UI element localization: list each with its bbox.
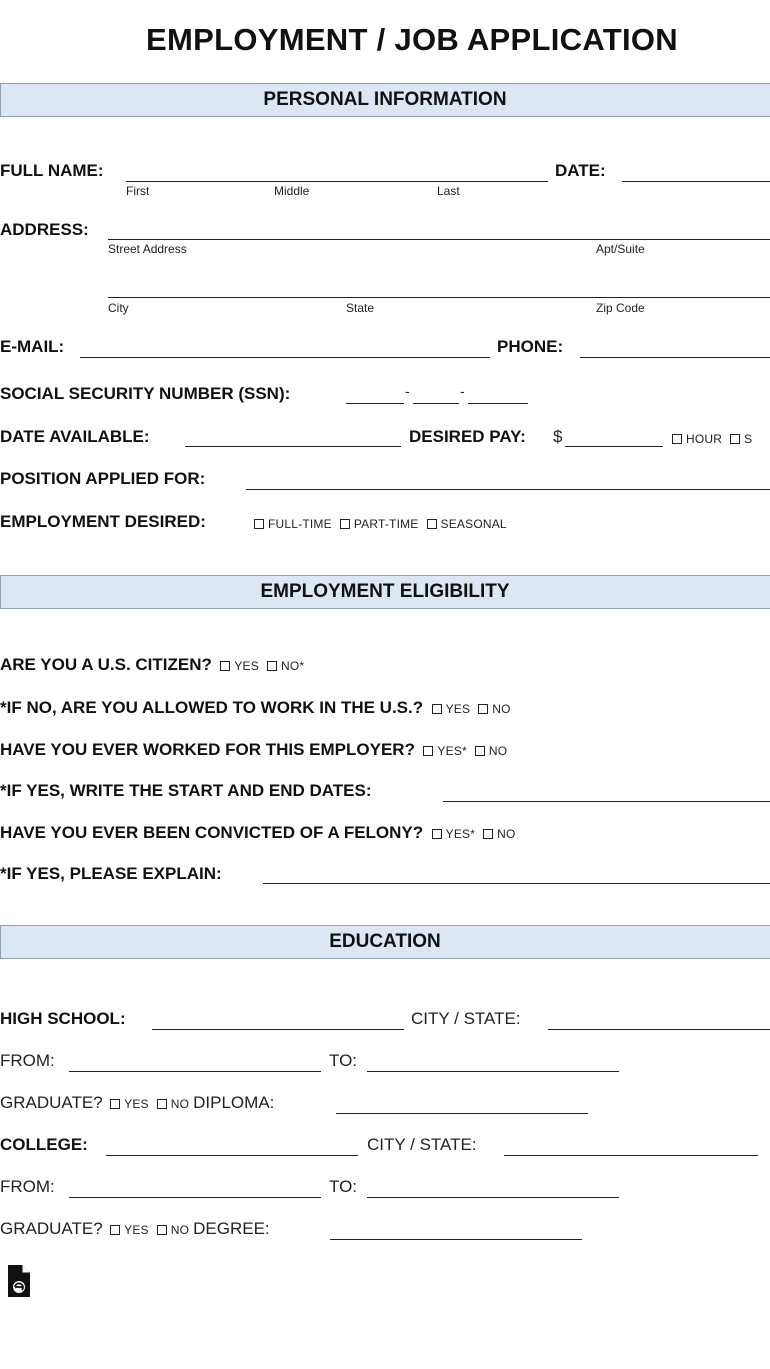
section-title: EMPLOYMENT ELIGIBILITY	[260, 581, 510, 602]
felony-yes-checkbox[interactable]	[432, 829, 442, 839]
apt-hint: Apt/Suite	[596, 242, 645, 256]
seasonal-label: SEASONAL	[440, 517, 507, 531]
date-field[interactable]	[622, 181, 770, 182]
felony-row	[0, 823, 524, 843]
college-city-state-field[interactable]	[504, 1155, 758, 1156]
dollar-sign: $	[553, 427, 563, 446]
street-hint: Street Address	[108, 242, 187, 256]
zip-hint: Zip Code	[596, 301, 645, 315]
email-label: E-MAIL:	[0, 337, 65, 356]
yes-label: YES*	[445, 827, 476, 841]
full-time-checkbox[interactable]	[254, 519, 264, 529]
allowed-question: *IF NO, ARE YOU ALLOWED TO WORK IN THE U.S.?	[0, 698, 424, 717]
hs-graduate-yes-checkbox[interactable]	[110, 1099, 120, 1109]
position-field[interactable]	[246, 489, 770, 490]
date-label: DATE:	[555, 161, 606, 180]
yes-label: YES	[124, 1223, 149, 1237]
salary-checkbox[interactable]	[730, 434, 740, 444]
felony-no-checkbox[interactable]	[483, 829, 493, 839]
yes-label: YES	[234, 659, 259, 673]
position-label: POSITION APPLIED FOR:	[0, 469, 206, 488]
citizen-yes-checkbox[interactable]	[220, 661, 230, 671]
high-school-field[interactable]	[152, 1029, 404, 1030]
explain-question: *IF YES, PLEASE EXPLAIN:	[0, 864, 222, 883]
section-title: PERSONAL INFORMATION	[263, 89, 507, 110]
worked-yes-checkbox[interactable]	[423, 746, 433, 756]
college-graduate-yes-checkbox[interactable]	[110, 1225, 120, 1235]
date-available-field[interactable]	[185, 446, 401, 447]
hs-graduate-label: GRADUATE?	[0, 1093, 103, 1112]
first-hint: First	[126, 184, 150, 198]
no-label: NO	[492, 702, 511, 716]
ssn-dash-2: -	[460, 383, 465, 399]
college-city-state-label: CITY / STATE:	[367, 1135, 477, 1154]
hs-graduate-no-checkbox[interactable]	[157, 1099, 167, 1109]
college-to-label: TO:	[329, 1177, 358, 1196]
hour-option-label: HOUR	[686, 432, 723, 446]
street-address-field[interactable]	[108, 239, 770, 240]
ssn-part2-field[interactable]	[413, 403, 459, 404]
diploma-label: DIPLOMA:	[193, 1093, 275, 1112]
felony-explain-field[interactable]	[263, 883, 770, 884]
diploma-field[interactable]	[336, 1113, 588, 1114]
page-title: EMPLOYMENT / JOB APPLICATION	[146, 22, 678, 57]
yes-label: YES	[124, 1097, 149, 1111]
no-label: NO	[170, 1097, 190, 1111]
section-title: EDUCATION	[329, 931, 441, 952]
college-from-label: FROM:	[0, 1177, 55, 1196]
full-time-label: FULL-TIME	[268, 517, 332, 531]
allowed-no-checkbox[interactable]	[478, 704, 488, 714]
section-header-eligibility	[0, 575, 770, 609]
hs-city-state-field[interactable]	[548, 1029, 770, 1030]
yes-label: YES*	[437, 744, 467, 758]
middle-hint: Middle	[274, 184, 310, 198]
high-school-label: HIGH SCHOOL:	[0, 1009, 126, 1028]
worked-question: HAVE YOU EVER WORKED FOR THIS EMPLOYER?	[0, 740, 415, 759]
section-header-personal	[0, 83, 770, 117]
phone-label: PHONE:	[497, 337, 564, 356]
college-graduate-no-checkbox[interactable]	[157, 1225, 167, 1235]
hs-to-field[interactable]	[367, 1071, 619, 1072]
hs-from-label: FROM:	[0, 1051, 55, 1070]
ssn-dash-1: -	[405, 383, 410, 399]
hour-checkbox[interactable]	[672, 434, 682, 444]
last-hint: Last	[437, 184, 460, 198]
full-name-label: FULL NAME:	[0, 161, 104, 180]
seasonal-checkbox[interactable]	[427, 519, 437, 529]
college-graduate-row	[0, 1219, 270, 1239]
address-label: ADDRESS:	[0, 220, 89, 239]
email-field[interactable]	[80, 357, 490, 358]
desired-pay-field[interactable]	[565, 446, 663, 447]
desired-pay-label: DESIRED PAY:	[409, 427, 526, 446]
citizen-row	[0, 655, 312, 675]
citizen-no-checkbox[interactable]	[267, 661, 277, 671]
felony-question: HAVE YOU EVER BEEN CONVICTED OF A FELONY?	[0, 823, 424, 842]
worked-no-checkbox[interactable]	[475, 746, 485, 756]
allowed-yes-checkbox[interactable]	[432, 704, 442, 714]
degree-label: DEGREE:	[193, 1219, 270, 1238]
employment-desired-options	[254, 515, 515, 533]
college-field[interactable]	[106, 1155, 358, 1156]
college-to-field[interactable]	[367, 1197, 619, 1198]
document-logo-icon	[6, 1263, 32, 1299]
state-hint: State	[346, 301, 375, 315]
college-from-field[interactable]	[69, 1197, 321, 1198]
section-header-education	[0, 925, 770, 959]
part-time-checkbox[interactable]	[340, 519, 350, 529]
hs-graduate-row	[0, 1093, 274, 1113]
college-graduate-label: GRADUATE?	[0, 1219, 103, 1238]
no-label: NO	[488, 744, 508, 758]
yes-label: YES	[445, 702, 471, 716]
worked-row	[0, 740, 515, 760]
pay-options	[672, 430, 760, 448]
hs-from-field[interactable]	[69, 1071, 321, 1072]
hs-to-label: TO:	[329, 1051, 358, 1070]
degree-field[interactable]	[330, 1239, 582, 1240]
full-name-field[interactable]	[126, 181, 548, 182]
citizen-question: ARE YOU A U.S. CITIZEN?	[0, 655, 212, 674]
ssn-part3-field[interactable]	[468, 403, 528, 404]
no-label: NO	[497, 827, 516, 841]
ssn-label: SOCIAL SECURITY NUMBER (SSN):	[0, 384, 291, 403]
start-end-dates-field[interactable]	[443, 801, 770, 802]
city-hint: City	[108, 301, 129, 315]
hs-city-state-label: CITY / STATE:	[411, 1009, 521, 1028]
allowed-row	[0, 698, 519, 718]
no-label: NO	[170, 1223, 190, 1237]
no-label: NO*	[280, 659, 305, 673]
college-label: COLLEGE:	[0, 1135, 88, 1154]
dates-question: *IF YES, WRITE THE START AND END DATES:	[0, 781, 372, 800]
employment-desired-label: EMPLOYMENT DESIRED:	[0, 512, 206, 531]
phone-field[interactable]	[580, 357, 770, 358]
city-state-zip-field[interactable]	[108, 297, 770, 298]
ssn-part1-field[interactable]	[346, 403, 404, 404]
part-time-label: PART-TIME	[353, 517, 419, 531]
date-available-label: DATE AVAILABLE:	[0, 427, 150, 446]
salary-option-label: S	[744, 432, 753, 446]
